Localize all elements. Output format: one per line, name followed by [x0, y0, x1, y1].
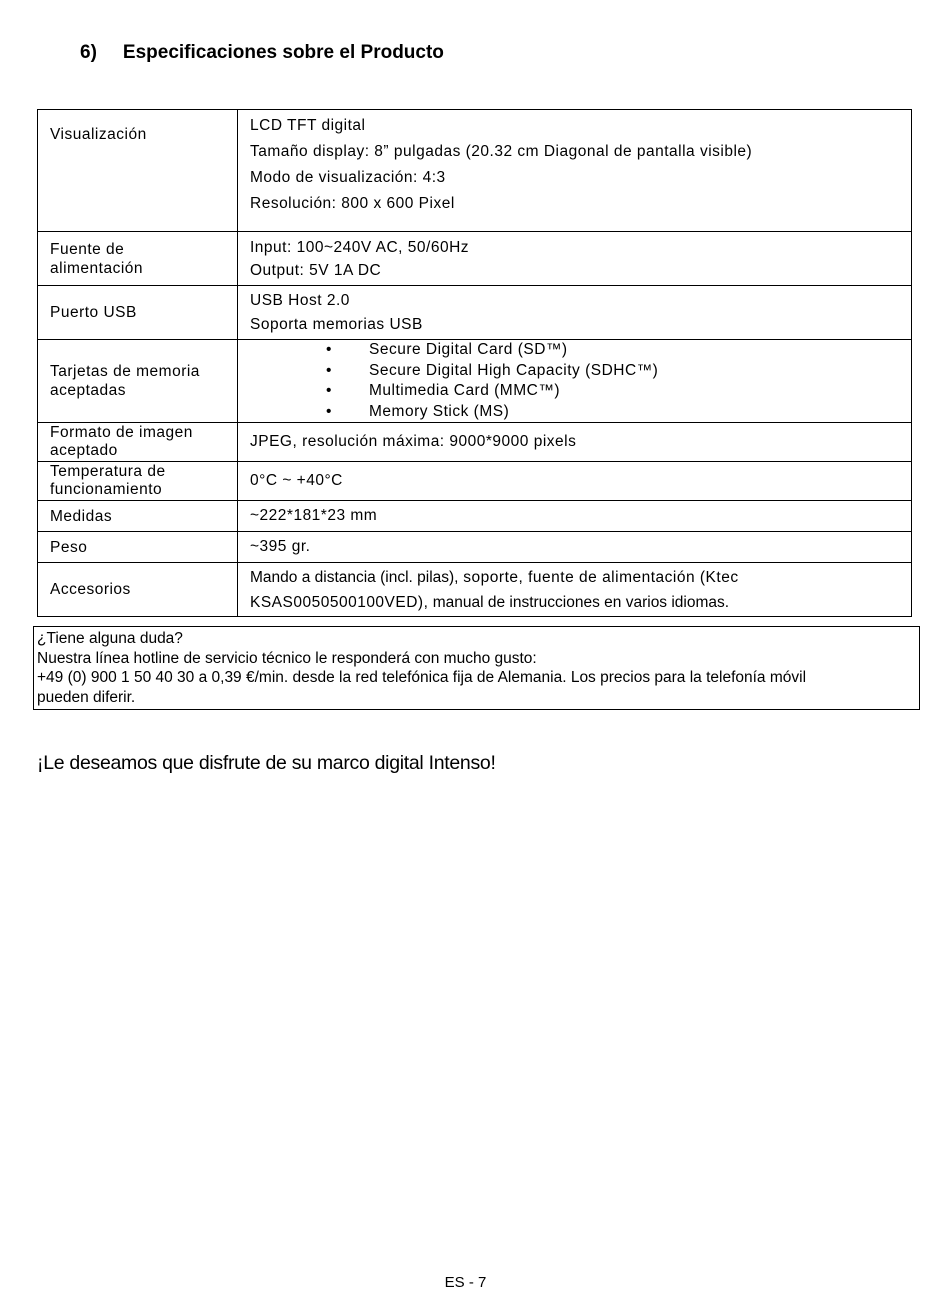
label-line: funcionamiento	[50, 481, 163, 498]
page-number: ES - 7	[444, 1274, 487, 1291]
spec-value-accesorios	[238, 563, 912, 617]
support-hotline-box	[33, 626, 920, 710]
spec-line: Output: 5V 1A DC	[250, 261, 382, 279]
list-item: • Memory Stick (MS)	[326, 402, 911, 423]
spec-row-accesorios	[38, 563, 912, 617]
section-title: Especificaciones sobre el Producto	[122, 42, 444, 63]
section-heading	[80, 42, 444, 64]
label-line: Fuente de	[50, 240, 125, 258]
list-item: • Secure Digital High Capacity (SDHC™)	[326, 361, 911, 382]
spec-row-peso	[38, 532, 912, 563]
label-line: aceptadas	[50, 382, 127, 399]
support-question: ¿Tiene alguna duda?	[37, 630, 183, 647]
spec-row-tarjetas	[38, 340, 912, 423]
spec-row-medidas	[38, 501, 912, 532]
specifications-table	[37, 109, 912, 617]
spec-line: Soporta memorias USB	[250, 315, 423, 333]
section-number: 6)	[80, 42, 97, 63]
spec-line	[250, 565, 911, 590]
spec-label-peso: Peso	[38, 532, 238, 563]
spec-row-usb	[38, 286, 912, 340]
support-intro: Nuestra línea hotline de servicio técnico le responderá con mucho gusto:	[37, 649, 537, 667]
spec-value-temperatura: 0°C ~ +40°C	[238, 462, 912, 501]
text-span: soporte, fuente de alimentación (Ktec	[458, 568, 739, 586]
spec-label-medidas: Medidas	[38, 501, 238, 532]
spec-value-usb	[238, 286, 912, 340]
spec-value-fuente	[238, 232, 912, 286]
label-line: Temperatura de	[50, 463, 166, 480]
closing-message: ¡Le deseamos que disfrute de su marco digital Intenso!	[37, 752, 496, 774]
spec-row-fuente	[38, 232, 912, 286]
spec-line: LCD TFT digital	[250, 117, 366, 134]
spec-label-visualizacion: Visualización	[38, 110, 238, 232]
spec-label-tarjetas	[38, 340, 238, 423]
support-phone-cont: pueden diferir.	[37, 688, 136, 706]
label-line: alimentación	[50, 259, 144, 277]
spec-value-visualizacion	[238, 110, 912, 232]
spec-line: Tamaño display: 8” pulgadas (20.32 cm Diagonal de pantalla visible)	[250, 143, 753, 160]
spec-line	[250, 590, 911, 615]
list-item: • Secure Digital Card (SD™)	[326, 340, 911, 361]
spec-label-accesorios: Accesorios	[38, 563, 238, 617]
spec-line: Modo de visualización: 4:3	[250, 169, 446, 186]
label-line: Formato de imagen	[50, 424, 193, 441]
spec-row-temperatura	[38, 462, 912, 501]
spec-line: Resolución: 800 x 600 Pixel	[250, 195, 455, 212]
spec-label-formato	[38, 423, 238, 462]
label-line: Tarjetas de memoria	[50, 363, 200, 380]
spec-row-visualizacion	[38, 110, 912, 232]
label-line: aceptado	[50, 442, 118, 459]
spec-value-tarjetas	[238, 340, 912, 423]
spec-line: USB Host 2.0	[250, 291, 350, 309]
spec-value-formato: JPEG, resolución máxima: 9000*9000 pixels	[238, 423, 912, 462]
text-span: KSAS0050500100VED),	[250, 593, 429, 611]
spec-value-peso: ~395 gr.	[238, 532, 912, 563]
list-item: • Multimedia Card (MMC™)	[326, 381, 911, 402]
spec-line: Input: 100~240V AC, 50/60Hz	[250, 238, 470, 256]
spec-label-temperatura	[38, 462, 238, 501]
support-phone: +49 (0) 900 1 50 40 30 a 0,39 €/min. desde la red telefónica fija de Alemania. Los precios para la telefonía móvil	[37, 669, 807, 686]
text-span: Mando a distancia (incl. pilas),	[250, 568, 459, 586]
memory-card-list	[250, 340, 911, 422]
spec-value-medidas: ~222*181*23 mm	[238, 501, 912, 532]
spec-row-formato	[38, 423, 912, 462]
spec-label-fuente	[38, 232, 238, 286]
spec-label-usb: Puerto USB	[38, 286, 238, 340]
text-span: manual de instrucciones en varios idiomas.	[428, 593, 730, 611]
